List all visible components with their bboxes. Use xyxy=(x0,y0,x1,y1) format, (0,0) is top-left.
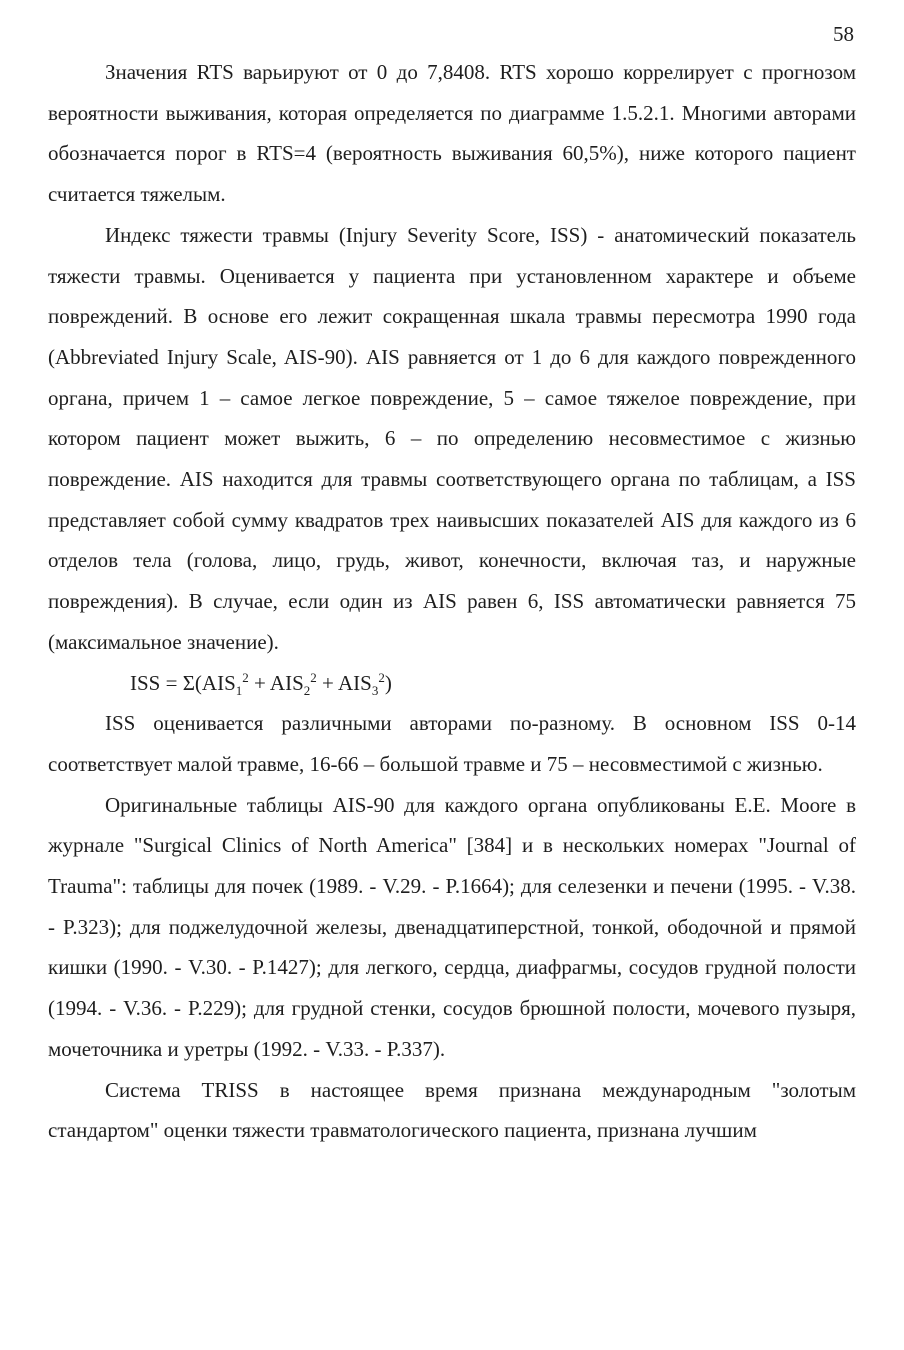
formula-close: ) xyxy=(384,670,392,695)
paragraph-ais-tables: Оригинальные таблицы AIS-90 для каждого органа опубликованы E.E. Moore в журнале "Surgical Clinics of North America" [384] и в нескольких номерах "Journal of Trauma": таблицы для почек (1989. - V.29. - P.1664); для селезенки и печени (1995. - V.38. - P.323); для поджелудочной железы, двенадцатиперстной, тонкой, ободочной и прямой кишки (1990. - V.30. - P.1427); для легкого, сердца, диафрагмы, сосудов грудной полости (1994. - V.36. - P.229); для грудной стенки, сосудов брюшной полости, мочевого пузыря, мочеточника и уретры (1992. - V.33. - P.337). xyxy=(48,792,856,1061)
paragraph-rts-values: Значения RTS варьируют от 0 до 7,8408. RTS хорошо коррелирует с прогнозом вероятности выживания, которая определяется по диаграмме 1.5.2.1. Многими авторами обозначается порог в RTS=4 (вероятность выживания 60,5%), ниже которого пациент считается тяжелым. xyxy=(48,60,856,207)
page-number: 58 xyxy=(833,22,854,46)
iss-formula xyxy=(48,663,856,704)
formula-sup-1: 2 xyxy=(242,669,249,685)
formula-lhs: ISS = Σ(AIS xyxy=(130,670,236,695)
paragraph-iss-interpretation: ISS оценивается различными авторами по-разному. В основном ISS 0-14 соответствует малой травме, 16-66 – большой травме и 75 – несовместимой с жизнью. xyxy=(48,711,856,776)
formula-plus-1: + AIS xyxy=(248,670,304,695)
paragraph-iss-definition: Индекс тяжести травмы (Injury Severity Score, ISS) - анатомический показатель тяжести травмы. Оценивается у пациента при установленном характере и объеме повреждений. В основе его лежит сокращенная шкала травмы пересмотра 1990 года (Abbreviated Injury Scale, AIS-90). AIS равняется от 1 до 6 для каждого поврежденного органа, причем 1 – самое легкое повреждение, 5 – самое тяжелое повреждение, при котором пациент может выжить, 6 – по определению несовместимое с жизнью повреждение. AIS находится для травмы соответствующего органа по таблицам, а ISS представляет собой сумму квадратов трех наивысших показателей AIS для каждого из 6 отделов тела (голова, лицо, грудь, живот, конечности, включая таз, и наружные повреждения). В случае, если один из AIS равен 6, ISS автоматически равняется 75 (максимальное значение). xyxy=(48,222,856,654)
formula-sup-2: 2 xyxy=(310,669,317,685)
formula-sub-2: 2 xyxy=(303,682,311,698)
formula-sup-3: 2 xyxy=(378,669,385,685)
formula-plus-2: + AIS xyxy=(316,670,372,695)
formula-sub-3: 3 xyxy=(371,682,379,698)
formula-sub-1: 1 xyxy=(235,682,243,698)
page-body xyxy=(48,52,856,1151)
paragraph-triss: Система TRISS в настоящее время признана международным "золотым стандартом" оценки тяжести травматологического пациента, признана лучшим xyxy=(48,1077,856,1143)
